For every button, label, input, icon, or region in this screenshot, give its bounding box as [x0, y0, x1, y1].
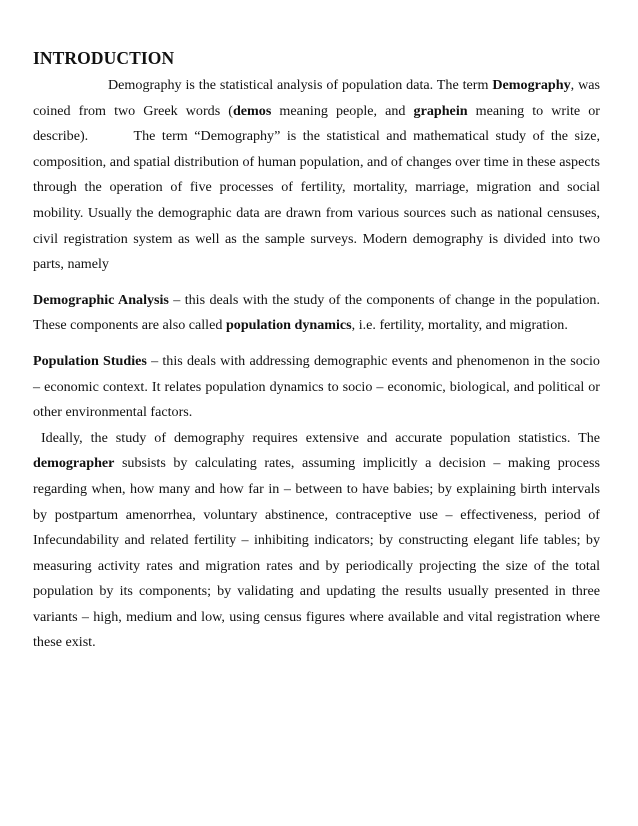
- section-heading: INTRODUCTION: [33, 48, 175, 68]
- studies-text-1: – this deals with addressing demographic events and phenomenon in the socio – economic context. It relates population dynamics to socio – economic, biological, and political or other environmental factors.: [33, 352, 600, 421]
- term-demographer: demographer: [33, 455, 115, 472]
- paragraph-population-studies: [33, 349, 600, 426]
- paragraph-demographer: [33, 426, 600, 656]
- term-demographic-analysis: Demographic Analysis: [33, 291, 169, 308]
- term-demos: demos: [232, 102, 272, 119]
- analysis-text-1: – this deals with the study of the components of change in the population. These components are also called: [33, 291, 600, 334]
- document-page: [33, 46, 600, 656]
- paragraph-introduction: [33, 73, 600, 278]
- term-graphein: graphein: [413, 102, 468, 119]
- analysis-text-2: , i.e. fertility, mortality, and migration.: [351, 317, 568, 334]
- paragraph-demographic-analysis: [33, 288, 600, 339]
- intro-text-3: meaning people, and: [271, 102, 414, 119]
- intro-text-2: , was coined from two Greek words (: [33, 77, 600, 119]
- term-demography: Demography: [492, 77, 571, 93]
- term-population-dynamics: population dynamics: [225, 317, 352, 334]
- term-population-studies: Population Studies: [33, 352, 147, 369]
- demographer-text-1: Ideally, the study of demography requires extensive and accurate population statistics. The: [33, 429, 600, 446]
- demographer-text-2: subsists by calculating rates, assuming implicitly a decision – making process regarding when, how many and how far in – between to have babies; by explaining birth intervals by postpartum amenorrhea, voluntary abstinence, contraceptive use – effectiveness, period of Infecundability and related fertility – inhibiting indicators; by constructing elegant life tables; by measuring activity rates and migration rates and by periodically projecting the size of the total population by its components; by validating and updating the results usually presented in three variants – high, medium and low, using census figures where available and vital registration where these exist.: [33, 455, 600, 651]
- intro-text-4: meaning to write or describe). The term “Demography” is the statistical and mathematical study of the size, composition, and spatial distribution of human population, and of changes over time in these aspects through the operation of five processes of fertility, mortality, marriage, migration and social mobility. Usually the demographic data are drawn from various sources such as national censuses, civil registration system as well as the sample surveys. Modern demography is divided into two parts, namely: [33, 102, 600, 273]
- intro-text-1: Demography is the statistical analysis of population data. The term: [108, 77, 493, 93]
